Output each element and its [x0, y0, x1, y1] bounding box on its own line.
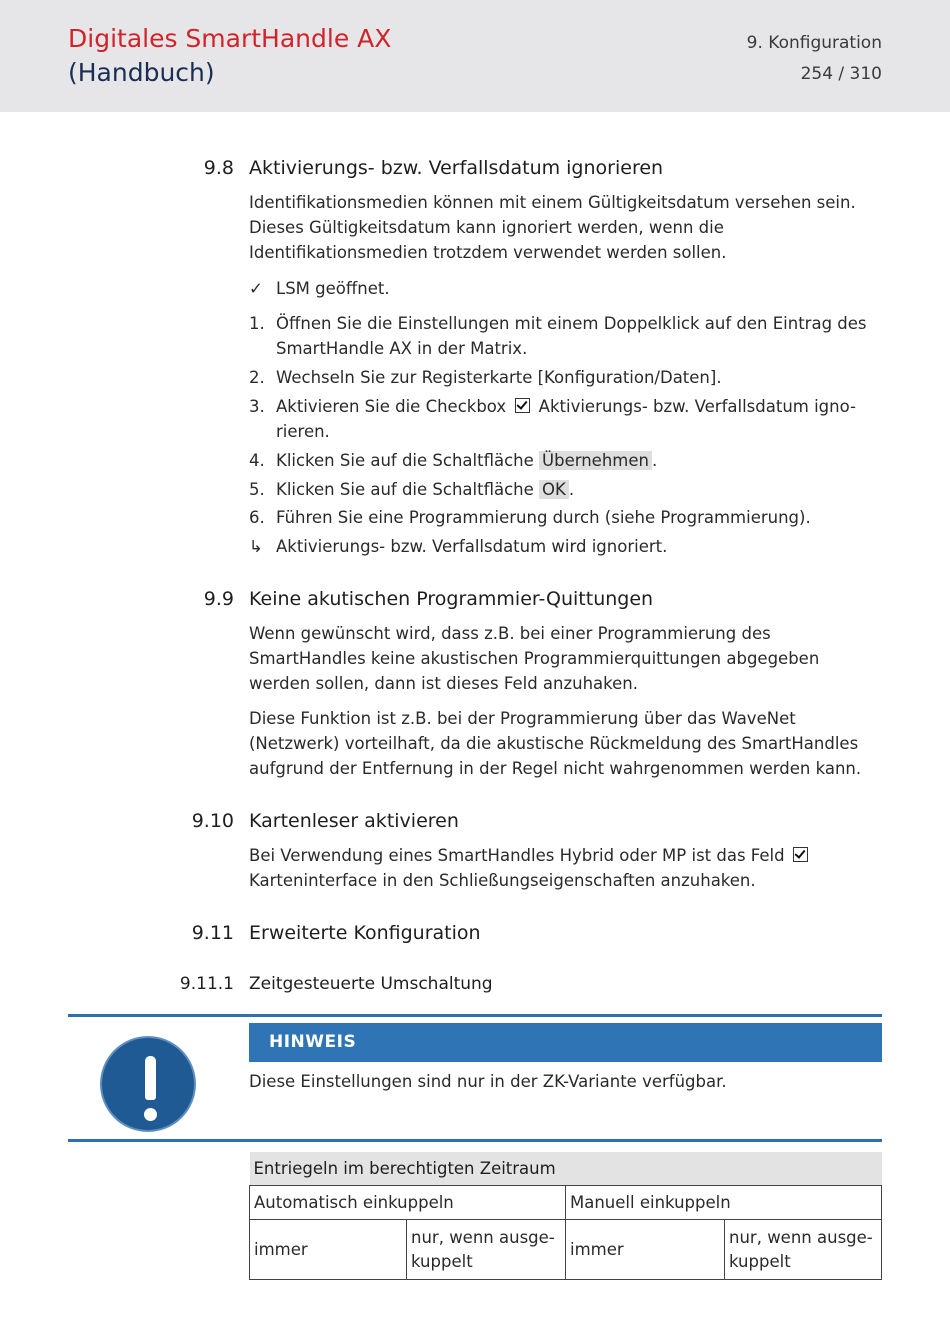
exclamation-circle-icon [100, 1036, 196, 1132]
paragraph [249, 621, 881, 697]
step-text: Klicken Sie auf die Schaltfläche [276, 451, 534, 470]
note-text: Diese Einstellungen sind nur in der ZK-Variante verfügbar. [249, 1072, 727, 1091]
page-number: 254 / 310 [800, 64, 882, 84]
document-title-line2: (Handbuch) [68, 58, 215, 87]
step-number: 2. [249, 368, 265, 387]
step-number: 4. [249, 451, 265, 470]
ok-button-label: OK [539, 480, 569, 499]
paragraph [249, 706, 881, 782]
step-1 [249, 311, 881, 361]
text-line: Bei Verwendung eines SmartHandles Hybrid oder MP ist das Feld [249, 846, 785, 865]
section-title: Erweiterte Konfiguration [249, 922, 481, 944]
document-title-line1: Digitales SmartHandle AX [68, 24, 392, 53]
text-line: Identifikationsmedien können mit einem Gültigkeitsdatum versehen sein. [249, 193, 856, 212]
punctuation: . [651, 451, 658, 470]
table-cell: nur, wenn ausge- kuppelt [725, 1220, 882, 1280]
step-3 [249, 394, 881, 444]
section-number: 9.10 [191, 810, 234, 832]
result-text: Aktivierungs- bzw. Verfallsdatum wird ignoriert. [276, 537, 668, 556]
step-text: Aktivierungs- bzw. Verfallsdatum igno- [538, 397, 856, 416]
text-line: SmartHandles keine akustischen Programmierquittungen abgegeben [249, 649, 820, 669]
apply-button-label: Übernehmen [539, 451, 652, 470]
text-line: (Netzwerk) vorteilhaft, da die akustische Rückmeldung des SmartHandles [249, 734, 859, 754]
step-6 [249, 505, 881, 530]
text-line: Identifikationsmedien trotzdem verwendet werden sollen. [249, 243, 727, 263]
precondition-text: LSM geöffnet. [276, 279, 390, 298]
step-2 [249, 365, 881, 390]
step-text: Aktivieren Sie die Checkbox [276, 397, 507, 416]
checkmark-icon: ✓ [249, 279, 263, 298]
section-title: Kartenleser aktivieren [249, 810, 459, 832]
step-4 [249, 448, 881, 473]
section-intro [249, 190, 881, 266]
step-5 [249, 477, 881, 502]
text-line: Dieses Gültigkeitsdatum kann ignoriert werden, wenn die [249, 218, 724, 238]
section-title: Aktivierungs- bzw. Verfallsdatum ignorieren [249, 157, 664, 179]
checkbox-checked-icon [793, 847, 808, 862]
section-number: 9.9 [203, 588, 234, 610]
checkbox-checked-icon [515, 398, 530, 413]
config-table [249, 1152, 882, 1280]
table-cell: nur, wenn ausge- kuppelt [407, 1220, 566, 1280]
text-line: werden sollen, dann ist dieses Feld anzuhaken. [249, 674, 638, 694]
step-text: SmartHandle AX in der Matrix. [276, 339, 528, 359]
result-item [249, 534, 881, 559]
document-title [68, 22, 391, 90]
subsection-title: Zeitgesteuerte Umschaltung [249, 974, 493, 994]
step-text: Wechseln Sie zur Registerkarte [Konfiguration/Daten]. [276, 368, 722, 387]
step-text: Führen Sie eine Programmierung durch (siehe Programmierung). [276, 508, 811, 527]
section-title: Keine akutischen Programmier-Quittungen [249, 588, 654, 610]
step-text: Öffnen Sie die Einstellungen mit einem Doppelklick auf den Eintrag des [276, 314, 867, 333]
text-line: aufgrund der Entfernung in der Regel nicht wahrgenommen werden kann. [249, 759, 862, 779]
table-group-header: Automatisch einkuppeln [250, 1186, 566, 1220]
precondition-item [249, 276, 881, 301]
header-meta [747, 28, 882, 90]
step-number: 5. [249, 480, 265, 499]
table-cell: immer [566, 1220, 725, 1280]
note-bottom-rule [68, 1139, 882, 1142]
text-line: Karteninterface in den Schließungseigenschaften anzuhaken. [249, 871, 756, 891]
step-number: 6. [249, 508, 265, 527]
chapter-label: 9. Konfiguration [746, 33, 882, 53]
table-group-header: Manuell einkuppeln [566, 1186, 882, 1220]
section-number: 9.8 [203, 157, 234, 179]
text-line: Wenn gewünscht wird, dass z.B. bei einer Programmierung des [249, 624, 771, 643]
subsection-number: 9.11.1 [179, 974, 234, 994]
note-top-rule [68, 1014, 882, 1017]
text-line: Diese Funktion ist z.B. bei der Programmierung über das WaveNet [249, 709, 796, 728]
note-label: HINWEIS [249, 1023, 882, 1062]
paragraph [249, 843, 881, 893]
section-number: 9.11 [191, 922, 234, 944]
step-text: Klicken Sie auf die Schaltfläche [276, 480, 534, 499]
table-header: Entriegeln im berechtigten Zeitraum [250, 1152, 882, 1186]
step-number: 3. [249, 397, 265, 416]
page-header [0, 0, 950, 112]
punctuation: . [568, 480, 575, 499]
step-number: 1. [249, 314, 265, 333]
result-arrow-icon: ↳ [249, 537, 263, 556]
step-text: rieren. [276, 422, 330, 442]
table-cell: immer [250, 1220, 407, 1280]
